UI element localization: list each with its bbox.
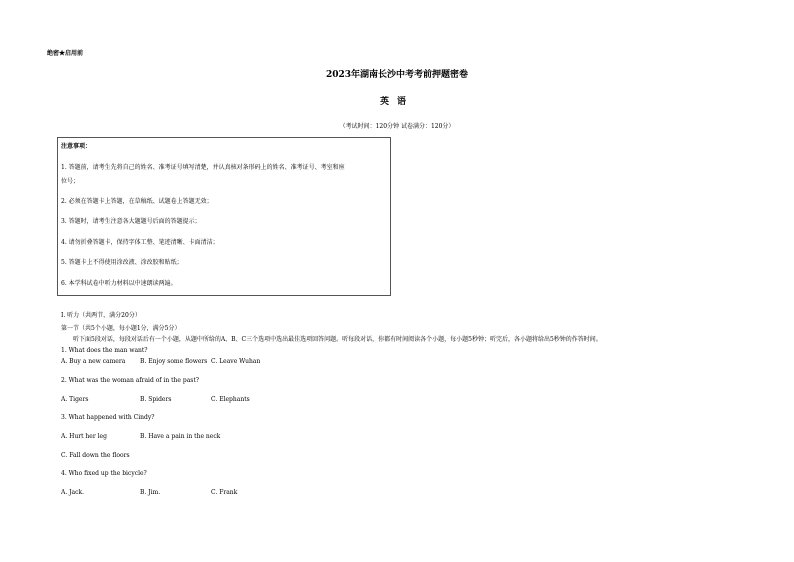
question-2: 2. What was the woman afraid of in the past? bbox=[61, 377, 199, 384]
confidential-tag: 绝密★启用前 bbox=[47, 50, 84, 57]
section-subtitle: 第一节（共5个小题，每小题1分，满分5分） bbox=[61, 325, 181, 332]
question-4: 4. Who fixed up the bicycle? bbox=[61, 470, 147, 477]
question-3: 3. What happened with Cindy? bbox=[61, 414, 155, 421]
notice-item-2: 2. 必须在答题卡上答题，在草稿纸、试题卷上答题无效； bbox=[61, 198, 213, 205]
question-1-option-c: C. Leave Wuhan bbox=[211, 358, 261, 365]
question-2-option-c: C. Elephants bbox=[211, 396, 250, 403]
notice-item-1: 1. 答题前，请考生先将自己的姓名、准考证号填写清楚，并认真核对条形码上的姓名、准考证号、考室和座 bbox=[61, 164, 345, 171]
notice-item-3: 3. 答题时，请考生注意各大题题号后面的答题提示； bbox=[61, 218, 201, 225]
exam-info: （考试时间：120分钟 试卷满分：120分） bbox=[339, 123, 455, 130]
notice-item-4: 4. 请勿折叠答题卡，保持字体工整、笔迹清晰、卡面清洁； bbox=[61, 239, 219, 246]
question-2-option-a: A. Tigers bbox=[61, 396, 89, 403]
notice-item-1-cont: 位号； bbox=[61, 178, 80, 185]
notice-box bbox=[57, 137, 391, 296]
question-3-option-b: B. Have a pain in the neck bbox=[140, 433, 221, 440]
notice-item-6: 6. 本学科试卷中听力材料以中速朗读两遍。 bbox=[61, 280, 177, 287]
notice-item-5: 5. 答题卡上不得使用涂改液、涂改胶和贴纸； bbox=[61, 259, 183, 266]
question-3-option-c: C. Fall down the floors bbox=[61, 452, 130, 459]
question-1: 1. What does the man want? bbox=[61, 347, 148, 354]
question-4-option-b: B. Jim. bbox=[140, 489, 161, 496]
section-title: I. 听力（共两节，满分20分） bbox=[61, 312, 141, 319]
question-3-option-a: A. Hurt her leg bbox=[61, 433, 107, 440]
question-2-option-b: B. Spiders bbox=[140, 396, 172, 403]
question-4-option-c: C. Frank bbox=[211, 489, 238, 496]
notice-title: 注意事项： bbox=[61, 143, 92, 150]
subject-title: 英语 bbox=[379, 97, 414, 107]
exam-title: 2023年湖南长沙中考考前押题密卷 bbox=[325, 70, 469, 80]
question-4-option-a: A. Jack. bbox=[61, 489, 85, 496]
section-description: 听下面5段对话，每段对话后有一个小题，从题中所给的A、B、C三个选项中选出最佳选项回答问题。听每段对话，你都有时间阅读各个小题，每小题5秒钟；听完后，各小题将给出5秒钟的作答时间。 bbox=[73, 336, 602, 343]
question-1-option-b: B. Enjoy some flowers bbox=[140, 358, 208, 365]
question-1-option-a: A. Buy a new camera bbox=[61, 358, 126, 365]
